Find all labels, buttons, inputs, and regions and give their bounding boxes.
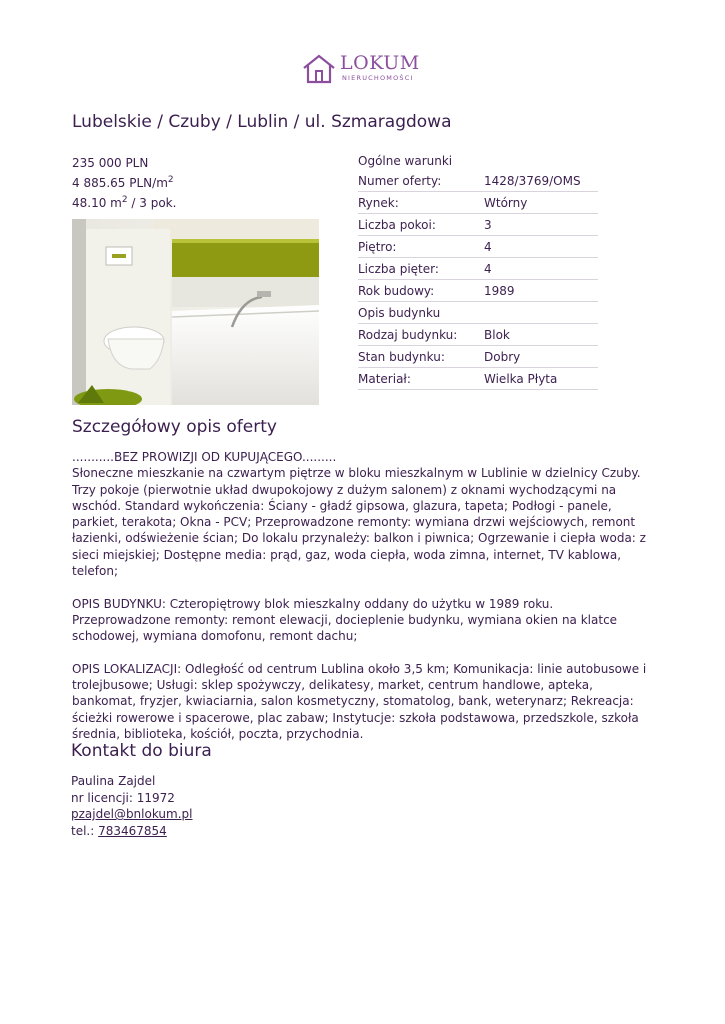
brand-logo bbox=[302, 52, 432, 86]
breadcrumb: Lubelskie / Czuby / Lublin / ul. Szmaragdowa bbox=[72, 112, 452, 132]
param-row bbox=[358, 280, 598, 302]
logo-subtitle: NIERUCHOMOŚCI bbox=[342, 74, 414, 82]
area-rooms: 48.10 $m^2 / 3$ pok. bbox=[72, 195, 177, 210]
param-row bbox=[358, 214, 598, 236]
agent-email-link[interactable]: pzajdel@bnlokum.pl bbox=[71, 807, 193, 821]
description-paragraph: OPIS BUDYNKU: Czteropiętrowy blok mieszkalny oddany do użytku w 1989 roku. Przeprowadzone remonty: remont elewacji, docieplenie budynku, wymiana okien na klatce schodowej, wymiana domofonu, remont dachu; bbox=[72, 596, 618, 644]
agent-name: Paulina Zajdel bbox=[71, 774, 156, 788]
agent-phone: tel.: 783467854 bbox=[71, 823, 167, 838]
param-value: 1989 bbox=[484, 284, 515, 298]
param-key: Liczba pięter: bbox=[358, 262, 439, 276]
param-key: Materiał: bbox=[358, 372, 411, 386]
contact-title: Kontakt do biura bbox=[71, 741, 212, 761]
param-row bbox=[358, 324, 598, 346]
price-per-m2: 4 885.65 PLN/$m^2$ bbox=[72, 175, 174, 190]
agent-phone-link[interactable]: 783467854 bbox=[98, 823, 167, 838]
details-title: Szczegółowy opis oferty bbox=[72, 417, 277, 437]
param-key: Rynek: bbox=[358, 196, 399, 210]
param-value: 4 bbox=[484, 262, 492, 276]
param-section-building bbox=[358, 302, 598, 324]
param-value: 3 bbox=[484, 218, 492, 232]
param-row bbox=[358, 368, 598, 390]
param-key: Opis budynku bbox=[358, 306, 441, 320]
param-row bbox=[358, 236, 598, 258]
params-section-general: Ogólne warunki bbox=[358, 154, 453, 168]
price-block bbox=[72, 153, 176, 213]
param-key: Numer oferty: bbox=[358, 174, 442, 188]
description-paragraph: ...........BEZ PROWIZJI OD KUPUJĄCEGO......... Słoneczne mieszkanie na czwartym piętrze w bloku mieszkalnym w Lublinie w dzielnicy Czuby. Trzy pokoje (pierwotnie układ dwupokojowy z dużym salonem) z oknami wychodzącymi na wschód. Standard wykończenia: Ściany - gładź gipsowa, glazura, tapeta; Podłogi - panele, parkiet, terakota; Okna - PCV; Przeprowadzone remonty: wymiana drzwi wejściowych, remont łazienki, odświeżenie ścian; Do lokalu przynależy: balkon i piwnica; Ogrzewanie i ciepła woda: z sieci miejskiej; Dostępne media: prąd, gaz, woda ciepła, woda zimna, internet, TV kablowa, telefon; bbox=[72, 450, 646, 579]
price-total: 235 000 PLN bbox=[72, 156, 149, 170]
param-key: Rok budowy: bbox=[358, 284, 435, 298]
param-row bbox=[358, 192, 598, 214]
param-value: 1428/3769/OMS bbox=[484, 174, 581, 188]
logo-name: LOKUM bbox=[340, 52, 420, 74]
param-value: Wtórny bbox=[484, 196, 528, 210]
description bbox=[72, 449, 652, 759]
param-key: Stan budynku: bbox=[358, 350, 445, 364]
param-row bbox=[358, 170, 598, 192]
house-icon bbox=[302, 54, 336, 84]
param-value: Wielka Płyta bbox=[484, 372, 558, 386]
param-value: Dobry bbox=[484, 350, 521, 364]
listing-photo bbox=[72, 219, 319, 405]
param-key: Rodzaj budynku: bbox=[358, 328, 458, 342]
param-value: Blok bbox=[484, 328, 510, 342]
description-paragraph: OPIS LOKALIZACJI: Odległość od centrum Lublina około 3,5 km; Komunikacja: linie autobusowe i trolejbusowe; Usługi: sklep spożywczy, delikatesy, market, centrum handlowe, apteka, bankomat, fryzjer, kwiaciarnia, salon kosmetyczny, stomatolog, bank, weterynarz; Rekreacja: ścieżki rowerowe i spacerowe, plac zabaw; Instytucje: szkoła podstawowa, przedszkole, szkoła średnia, biblioteka, kościół, poczta, przychodnia. bbox=[72, 661, 647, 742]
agent-license: nr licencji: 11972 bbox=[71, 790, 175, 805]
param-row bbox=[358, 346, 598, 368]
param-value: 4 bbox=[484, 240, 492, 254]
param-row bbox=[358, 258, 598, 280]
params-table bbox=[358, 152, 598, 390]
param-key: Piętro: bbox=[358, 240, 397, 254]
param-key: Liczba pokoi: bbox=[358, 218, 436, 232]
contact-block bbox=[71, 773, 192, 839]
